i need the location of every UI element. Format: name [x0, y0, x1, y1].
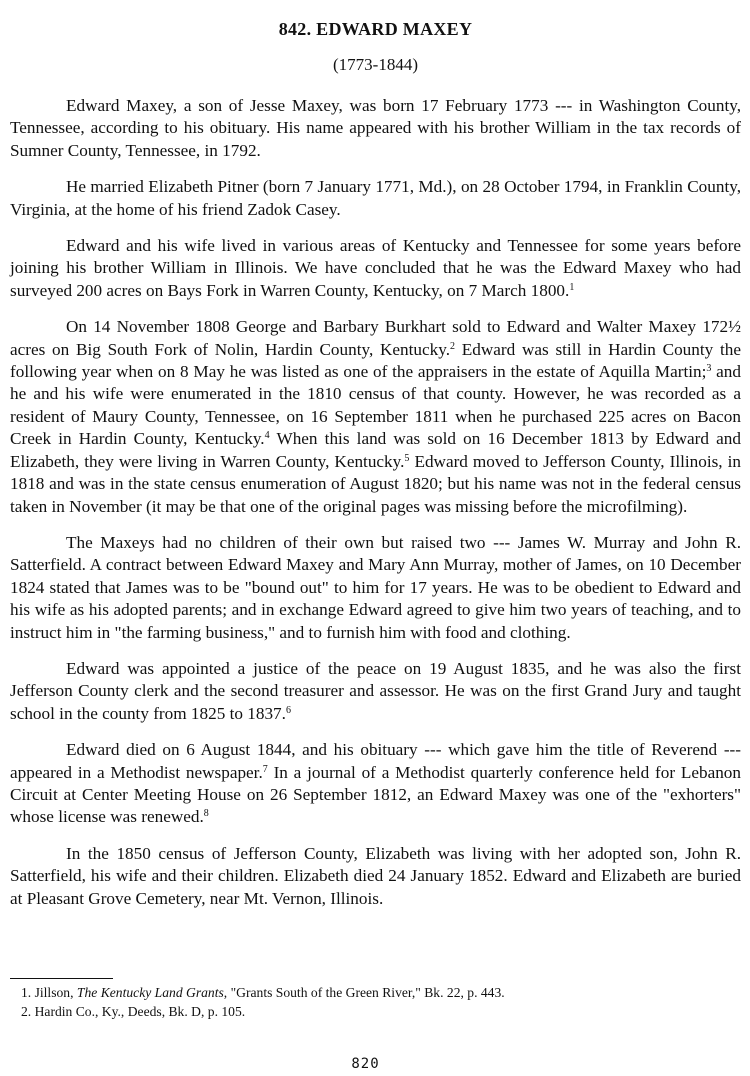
footnote-divider: [10, 978, 113, 979]
footnote-ref: 7: [262, 763, 268, 775]
text-run: 2. Hardin Co., Ky., Deeds, Bk. D, p. 105.: [21, 1004, 246, 1019]
text-run: In a journal of a Methodist quarterly conference held for Lebanon Circuit at Center Meeting House on 26 September 1812, an Edward Maxey was one of the "exhorters" whose license was renewed.: [10, 762, 741, 827]
footnote-ref: 3: [706, 363, 712, 375]
text-run: Edward and his wife lived in various areas of Kentucky and Tennessee for some years before joining his brother William in Illinois. We have concluded that he was the Edward Maxey who had surveyed 200 acres on Bays Fork in Warren County, Kentucky, on 7 March 1800.: [10, 236, 741, 300]
paragraph: [10, 532, 741, 644]
footnote-ref: 2: [450, 340, 456, 352]
paragraph: [10, 658, 741, 725]
footnote-ref: 1: [569, 281, 575, 293]
paragraph: [10, 95, 741, 162]
footnote-ref: 6: [285, 704, 291, 716]
footnote: [10, 983, 741, 1002]
text-run: Edward was still in Hardin County the following year when on 8 May he was listed as one of the appraisers in the estate of Aquilla Martin;: [10, 339, 741, 382]
text-run: When this land was sold on 16 December 1813 by Edward and Elizabeth, they were living in Warren County, Kentucky.: [10, 429, 741, 471]
footnote: [10, 1002, 741, 1021]
footnote-ref: 8: [203, 808, 209, 820]
paragraph: [10, 739, 741, 829]
page-number: 820: [351, 1056, 380, 1072]
footnotes: [10, 983, 741, 1021]
footnote-ref: 5: [404, 452, 410, 464]
paragraph: [10, 235, 741, 302]
footnote-ref: 4: [264, 430, 270, 442]
text-run: Edward moved to Jefferson County, Illinois, in 1818 and was in the state census enumeration of August 1820; but his name was not in the federal census taken in November (it may be that one of the original pages was missing before the microfilming).: [10, 451, 741, 516]
text-run: Edward died on 6 August 1844, and his obituary --- which gave him the title of Reverend --- appeared in a Methodist newspaper.: [10, 740, 741, 782]
italic-title: The Kentucky Land Grants: [76, 985, 224, 1000]
paragraph: [10, 843, 741, 910]
body-text: [10, 95, 741, 924]
text-run: In the 1850 census of Jefferson County, Elizabeth was living with her adopted son, John R. Satterfield, his wife and their children. Elizabeth died 24 January 1852. Edward and Elizabeth are buried at Pleasant Grove Cemetery, near Mt. Vernon, Illinois.: [10, 843, 741, 908]
text-run: The Maxeys had no children of their own but raised two --- James W. Murray and John R. Satterfield. A contract between Edward Maxey and Mary Ann Murray, mother of James, on 10 December 1824 stated that James was to be "bound out" to him for 17 years. He was to be obedient to Edward and his wife as his adopted parents; and in exchange Edward agreed to give him two years of teaching, and to instruct him in "the farming business," and to furnish him with food and clothing.: [10, 532, 741, 642]
text-run: Edward Maxey, a son of Jesse Maxey, was born 17 February 1773 --- in Washington County, Tennessee, according to his obituary. His name appeared with his brother William in the tax records of Sumner County, Tennessee, in 1792.: [10, 96, 741, 160]
page-title: 842. EDWARD MAXEY: [278, 19, 473, 39]
paragraph: [10, 176, 741, 221]
life-dates: (1773-1844): [333, 55, 418, 74]
text-run: 1. Jillson,: [21, 985, 77, 1000]
text-run: , "Grants South of the Green River," Bk. 22, p. 443.: [223, 985, 505, 1000]
text-run: Edward was appointed a justice of the peace on 19 August 1835, and he was also the first Jefferson County clerk and the second treasurer and assessor. He was on the first Grand Jury and taught school in the county from 1825 to 1837.: [10, 658, 741, 723]
text-run: He married Elizabeth Pitner (born 7 January 1771, Md.), on 28 October 1794, in Franklin County, Virginia, at the home of his friend Zadok Casey.: [10, 177, 741, 219]
text-run: On 14 November 1808 George and Barbary Burkhart sold to Edward and Walter Maxey 172½ acres on Big South Fork of Nolin, Hardin County, Kentucky.: [10, 317, 741, 359]
paragraph: [10, 316, 741, 518]
text-run: and he and his wife were enumerated in the 1810 census of that county. However, he was recorded as a resident of Maury County, Tennessee, on 16 September 1811 when he purchased 225 acres on Bacon Creek in Hardin County, Kentucky.: [10, 362, 741, 449]
